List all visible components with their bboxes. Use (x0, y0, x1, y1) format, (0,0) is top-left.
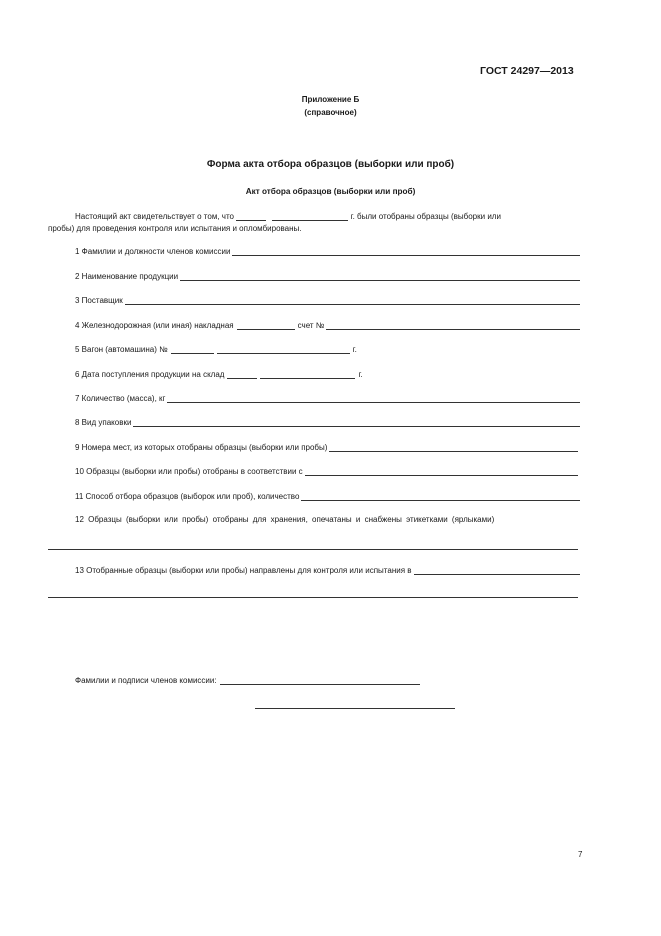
standard-number: ГОСТ 24297—2013 (480, 65, 574, 77)
intro-line-1: Настоящий акт свидетельствует о том, что г. были отобраны образцы (выборки или (75, 212, 501, 221)
field-sampling-standard: 10 Образцы (выборки или пробы) отобраны в соответствии с (75, 466, 578, 476)
field-place-numbers: 9 Номера мест, из которых отобраны образцы (выборки или пробы) (75, 442, 578, 452)
field-sent-for-testing: 13 Отобранные образцы (выборки или пробы) направлены для контроля или испытания в (75, 565, 580, 575)
signatures-row: Фамилии и подписи членов комиссии: (75, 675, 420, 685)
appendix-note: (справочное) (304, 108, 357, 117)
field-packaging: 8 Вид упаковки (75, 417, 580, 427)
field-quantity: 7 Количество (масса), кг (75, 393, 580, 403)
signature-line-2 (255, 707, 455, 709)
field-testing-line (48, 596, 578, 598)
page-number: 7 (578, 850, 583, 859)
intro-line-2: пробы) для проведения контроля или испытания и опломбированы. (48, 224, 302, 233)
field-wagon: 5 Вагон (автомашина) № г. (75, 345, 357, 354)
field-storage-text: 12 Образцы (выборки или пробы) отобраны для хранения, опечатаны и снабжены этикетками (ярлыками) (75, 515, 495, 524)
field-arrival-date: 6 Дата поступления продукции на склад г. (75, 370, 363, 379)
field-storage-line (48, 548, 578, 550)
field-commission-members: 1 Фамилии и должности членов комиссии (75, 246, 580, 256)
field-waybill: 4 Железнодорожная (или иная) накладная счет № (75, 320, 580, 330)
appendix-label: Приложение Б (301, 95, 360, 104)
field-product-name: 2 Наименование продукции (75, 271, 580, 281)
field-supplier: 3 Поставщик (75, 295, 580, 305)
field-sampling-method: 11 Способ отбора образцов (выборок или проб), количество (75, 491, 580, 501)
form-subtitle: Акт отбора образцов (выборки или проб) (245, 187, 416, 196)
form-title: Форма акта отбора образцов (выборки или проб) (206, 159, 455, 170)
